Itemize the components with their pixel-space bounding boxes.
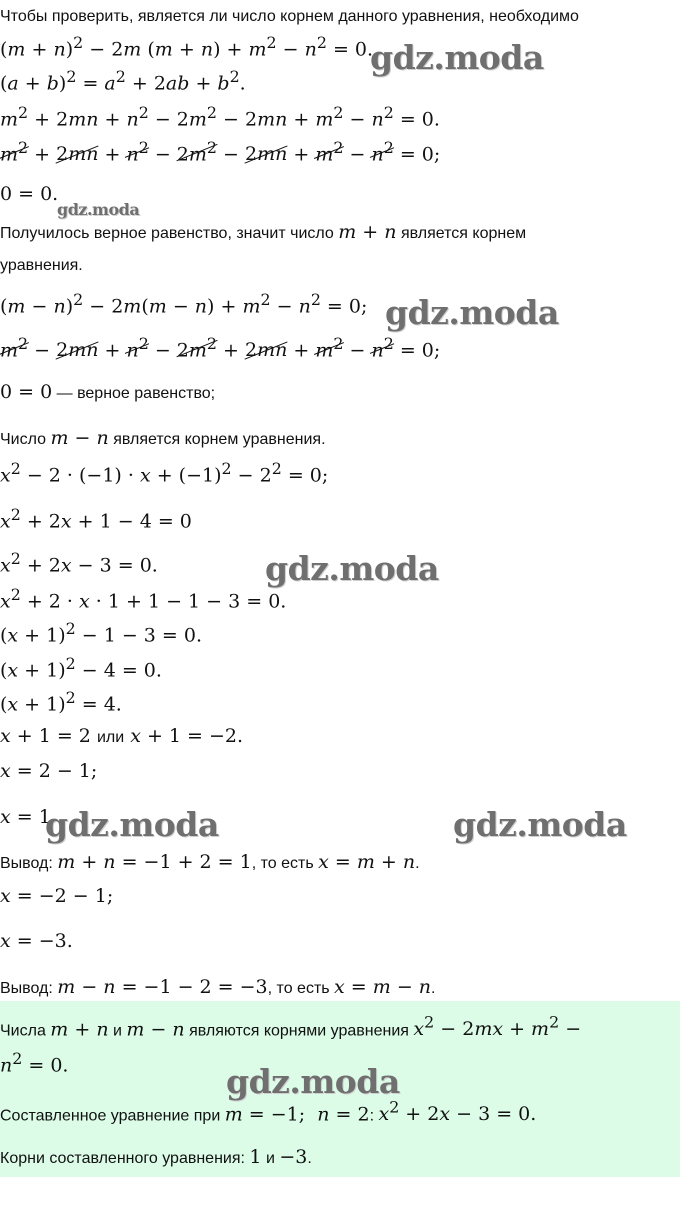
math-line: x = 1.	[0, 806, 57, 828]
math-line: $x^2 + 2x - 3 = 0$.	[0, 549, 158, 577]
text-line: 0 = 0 — верное равенство;	[0, 381, 216, 403]
math-line-cancelled: $m^2 - 2mn + n^2 - 2m^2 + 2mn + m^2 - n^2 = 0$;	[0, 334, 441, 362]
answer-line: Корни составленного уравнения: 1 и −3.	[0, 1146, 312, 1168]
math-line: x + 1 = 2 или x + 1 = −2.	[0, 725, 244, 747]
math-line: $(m - n)^2 - 2m(m - n) + m^2 - n^2 = 0$;	[0, 290, 368, 318]
math-line: x = −2 − 1;	[0, 885, 114, 907]
conclusion-line: Вывод: m − n = −1 − 2 = −3, то есть x = m − n.	[0, 976, 436, 998]
math-line-cancelled: $m^2 + 2mn + n^2 - 2m^2 - 2mn + m^2 - n^2 = 0$;	[0, 138, 441, 166]
text-line: Число m − n является корнем уравнения.	[0, 427, 326, 449]
text-line: Получилось верное равенство, значит число m + n является корнем	[0, 221, 527, 243]
answer-line: $n^2 = 0$.	[0, 1049, 69, 1077]
math-line: $x^2 + 2x + 1 - 4 = 0$	[0, 505, 192, 533]
text-line: Чтобы проверить, является ли число корнем данного уравнения, необходимо	[0, 8, 579, 25]
math-line: $m^2 + 2mn + n^2 - 2m^2 - 2mn + m^2 - n^2 = 0$.	[0, 103, 440, 131]
answer-line: Числа m + n и m − n являются корнями уравнения $x^2 - 2mx + m^2$ −	[0, 1013, 582, 1041]
math-line: $(a + b)^2 = a^2 + 2ab + b^2$.	[0, 67, 246, 95]
watermark-logo: gdz.moda	[453, 805, 627, 844]
watermark-logo: gdz.moda	[370, 38, 544, 77]
watermark-logo: gdz.moda	[45, 805, 219, 844]
math-line: x = −3.	[0, 930, 73, 952]
math-line: 0 = 0.	[0, 183, 59, 205]
math-line: $x^2 + 2 \cdot x \cdot 1 + 1 - 1 - 3 = 0$.	[0, 585, 287, 613]
math-line: x = 2 − 1;	[0, 760, 98, 782]
math-line: $(x + 1)^2 - 4 = 0$.	[0, 654, 162, 682]
watermark-logo: gdz.moda	[57, 200, 140, 219]
conclusion-line: Вывод: m + n = −1 + 2 = 1, то есть x = m + n.	[0, 851, 420, 873]
watermark-logo: gdz.moda	[265, 549, 439, 588]
math-line: $x^2 - 2 \cdot (-1) \cdot x + (-1)^2 - 2^2 = 0$;	[0, 459, 329, 487]
watermark-logo: gdz.moda	[226, 1062, 400, 1101]
answer-line: Составленное уравнение при m = −1; n = 2: $x^2 + 2x - 3 = 0$.	[0, 1098, 537, 1126]
watermark-logo: gdz.moda	[385, 293, 559, 332]
math-line: $(x + 1)^2 - 1 - 3 = 0$.	[0, 619, 203, 647]
math-line: $(x + 1)^2 = 4$.	[0, 688, 122, 716]
math-line: $(m + n)^2 - 2m$ $(m + n) + m^2 - n^2 = 0$.	[0, 33, 374, 61]
text-line: уравнения.	[0, 257, 83, 274]
